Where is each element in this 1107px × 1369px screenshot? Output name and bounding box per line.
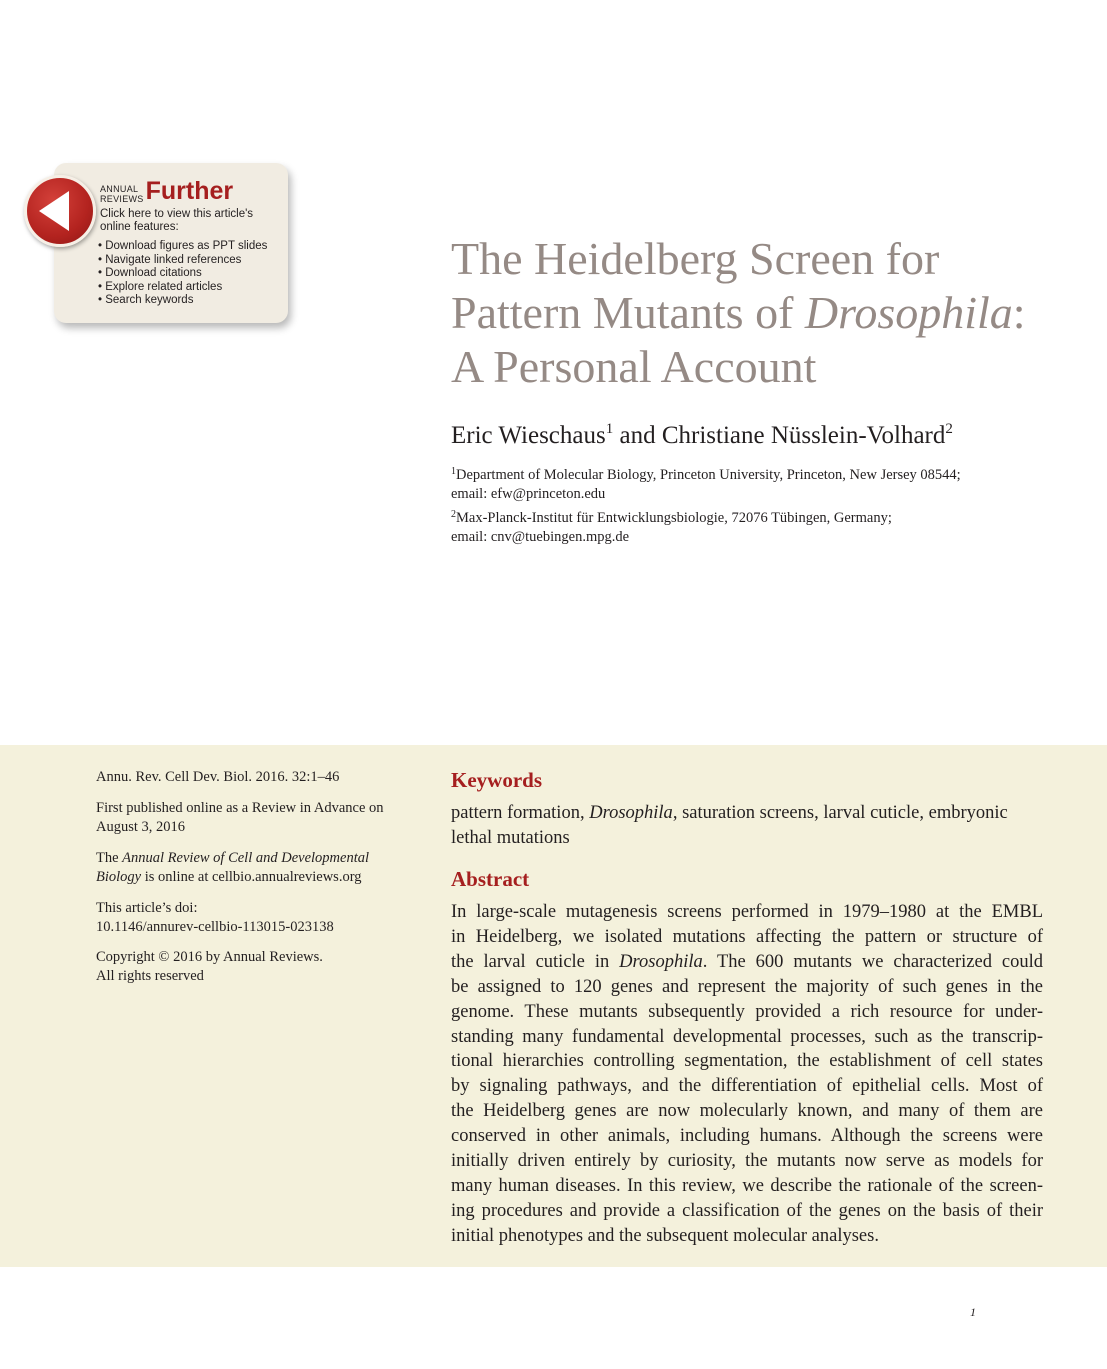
keywords-heading: Keywords	[451, 768, 542, 792]
feature-search-keywords[interactable]: • Search keywords	[98, 294, 267, 308]
click-here-link[interactable]: Click here	[100, 208, 152, 220]
further-arrow-icon[interactable]	[24, 175, 96, 247]
keywords-text: pattern formation, Drosophila, saturation screens, larval cuticle, embryonic lethal mutations	[451, 803, 1008, 848]
feature-download-figures[interactable]: • Download figures as PPT slides	[98, 240, 267, 254]
further-feature-list	[98, 240, 267, 308]
publication-date: First published online as a Review in Advance on August 3, 2016	[96, 800, 384, 835]
further-brand	[100, 178, 233, 204]
feature-linked-references[interactable]: • Navigate linked references	[98, 254, 267, 268]
page-number: 1	[970, 1305, 976, 1319]
title-line-1: The Heidelberg Screen for	[451, 233, 940, 284]
online-availability: The Annual Review of Cell and Developmental Biology is online at cellbio.annualreviews.org	[96, 850, 370, 885]
doi-link[interactable]: 10.1146/annurev-cellbio-113015-023138	[96, 919, 334, 935]
author-1: Eric Wieschaus	[451, 422, 606, 449]
abstract-text: In large-scale mutagenesis screens performed in 1979–1980 at the EMBL in Heidelberg, we isolated mutations affecting the pattern or structure of the larval cuticle in Drosophila. The 600 mutants we characterized could be assigned to 120 genes and represent the majority of such genes in the genome. These mutants subsequently provided a rich resource for under- standing many fundamental developmental processes, such as the transcrip- tional hierarchies controlling segmentation, the establishment of cell states by signaling pathways, and the differentiation of epithelial cells. Most of the Heidelberg genes are now molecularly known, and many of them are conserved in other animals, including humans. Although the screens were initially driven entirely by curiosity, the mutants now serve as models for many human diseases. In this review, we describe the rationale of the screen- ing procedures and provide a classification of the genes on the basis of their initial phenotypes and the subsequent molecular analyses.	[451, 902, 1043, 1246]
feature-related-articles[interactable]: • Explore related articles	[98, 281, 267, 295]
annual-reviews-wordmark: ANNUAL REVIEWS	[100, 184, 144, 204]
copyright: Copyright © 2016 by Annual Reviews. All rights reserved	[96, 949, 323, 984]
article-doi: This article’s doi: 10.1146/annurev-cellbio-113015-023138	[96, 899, 416, 937]
abstract-heading: Abstract	[451, 867, 530, 891]
author-list: Eric Wieschaus$^1$ and Christiane Nüsslein-Volhard$^2$	[451, 421, 953, 449]
citation: Annu. Rev. Cell Dev. Biol. 2016. 32:1–46	[96, 769, 340, 785]
further-intro: Click here to view this article's online features:	[100, 208, 254, 233]
feature-download-citations[interactable]: • Download citations	[98, 267, 267, 281]
article-title	[451, 232, 1071, 394]
title-line-2: Pattern Mutants of Drosophila:	[451, 287, 1026, 338]
affiliation-1: $^1$Department of Molecular Biology, Princeton University, Princeton, New Jersey 08544; email: efw@princeton.edu	[451, 466, 961, 502]
title-line-3: A Personal Account	[451, 341, 817, 392]
email-2[interactable]: email: cnv@tuebingen.mpg.de	[451, 529, 630, 545]
author-2: Christiane Nüsslein-Volhard	[661, 422, 946, 449]
further-wordmark: Further	[145, 177, 234, 205]
email-1[interactable]: email: efw@princeton.edu	[451, 486, 606, 502]
affiliation-2: $^2$Max-Planck-Institut für Entwicklungsbiologie, 72076 Tübingen, Germany; email: cnv@tuebingen.mpg.de	[451, 509, 892, 545]
